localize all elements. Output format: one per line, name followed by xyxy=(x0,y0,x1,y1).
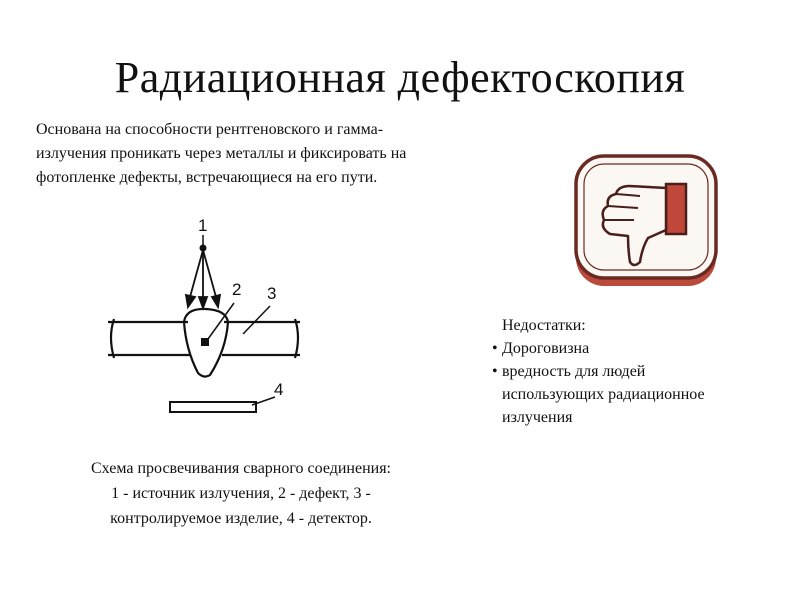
list-item-continuation: излучения xyxy=(502,409,573,426)
caption-line: Схема просвечивания сварного соединения: xyxy=(90,460,391,477)
list-item: • Дороговизна xyxy=(474,337,794,360)
list-item-continuation: использующих радиационное xyxy=(502,386,705,403)
label-detector: 4 xyxy=(274,380,284,399)
list-item: • вредность для людей xyxy=(474,360,794,383)
thumbs-down-icon xyxy=(570,150,720,290)
caption-line: контролируемое изделие, 4 - детектор. xyxy=(110,510,372,527)
diagram-caption xyxy=(36,456,446,531)
radiation-rays xyxy=(186,250,220,308)
weld-radiography-diagram xyxy=(100,215,320,425)
caption-line: 1 - источник излучения, 2 - дефект, 3 - xyxy=(111,485,371,502)
detector xyxy=(170,402,256,412)
intro-line: фотопленке дефекты, встречающиеся на его пути. xyxy=(36,169,378,186)
disadvantages-list xyxy=(474,314,794,429)
intro-line: Основана на способности рентгеновского и гамма- xyxy=(36,121,384,138)
slide-title: Радиационная дефектоскопия xyxy=(114,53,686,102)
label-source: 1 xyxy=(198,216,208,235)
disadvantages-heading: Недостатки: xyxy=(502,317,586,334)
intro-text xyxy=(36,118,516,190)
workpiece-leader xyxy=(243,306,270,334)
defect-mark xyxy=(201,338,209,346)
label-defect: 2 xyxy=(232,280,242,299)
label-workpiece: 3 xyxy=(267,284,277,303)
intro-line: излучения проникать через металлы и фиксировать на xyxy=(36,145,407,162)
